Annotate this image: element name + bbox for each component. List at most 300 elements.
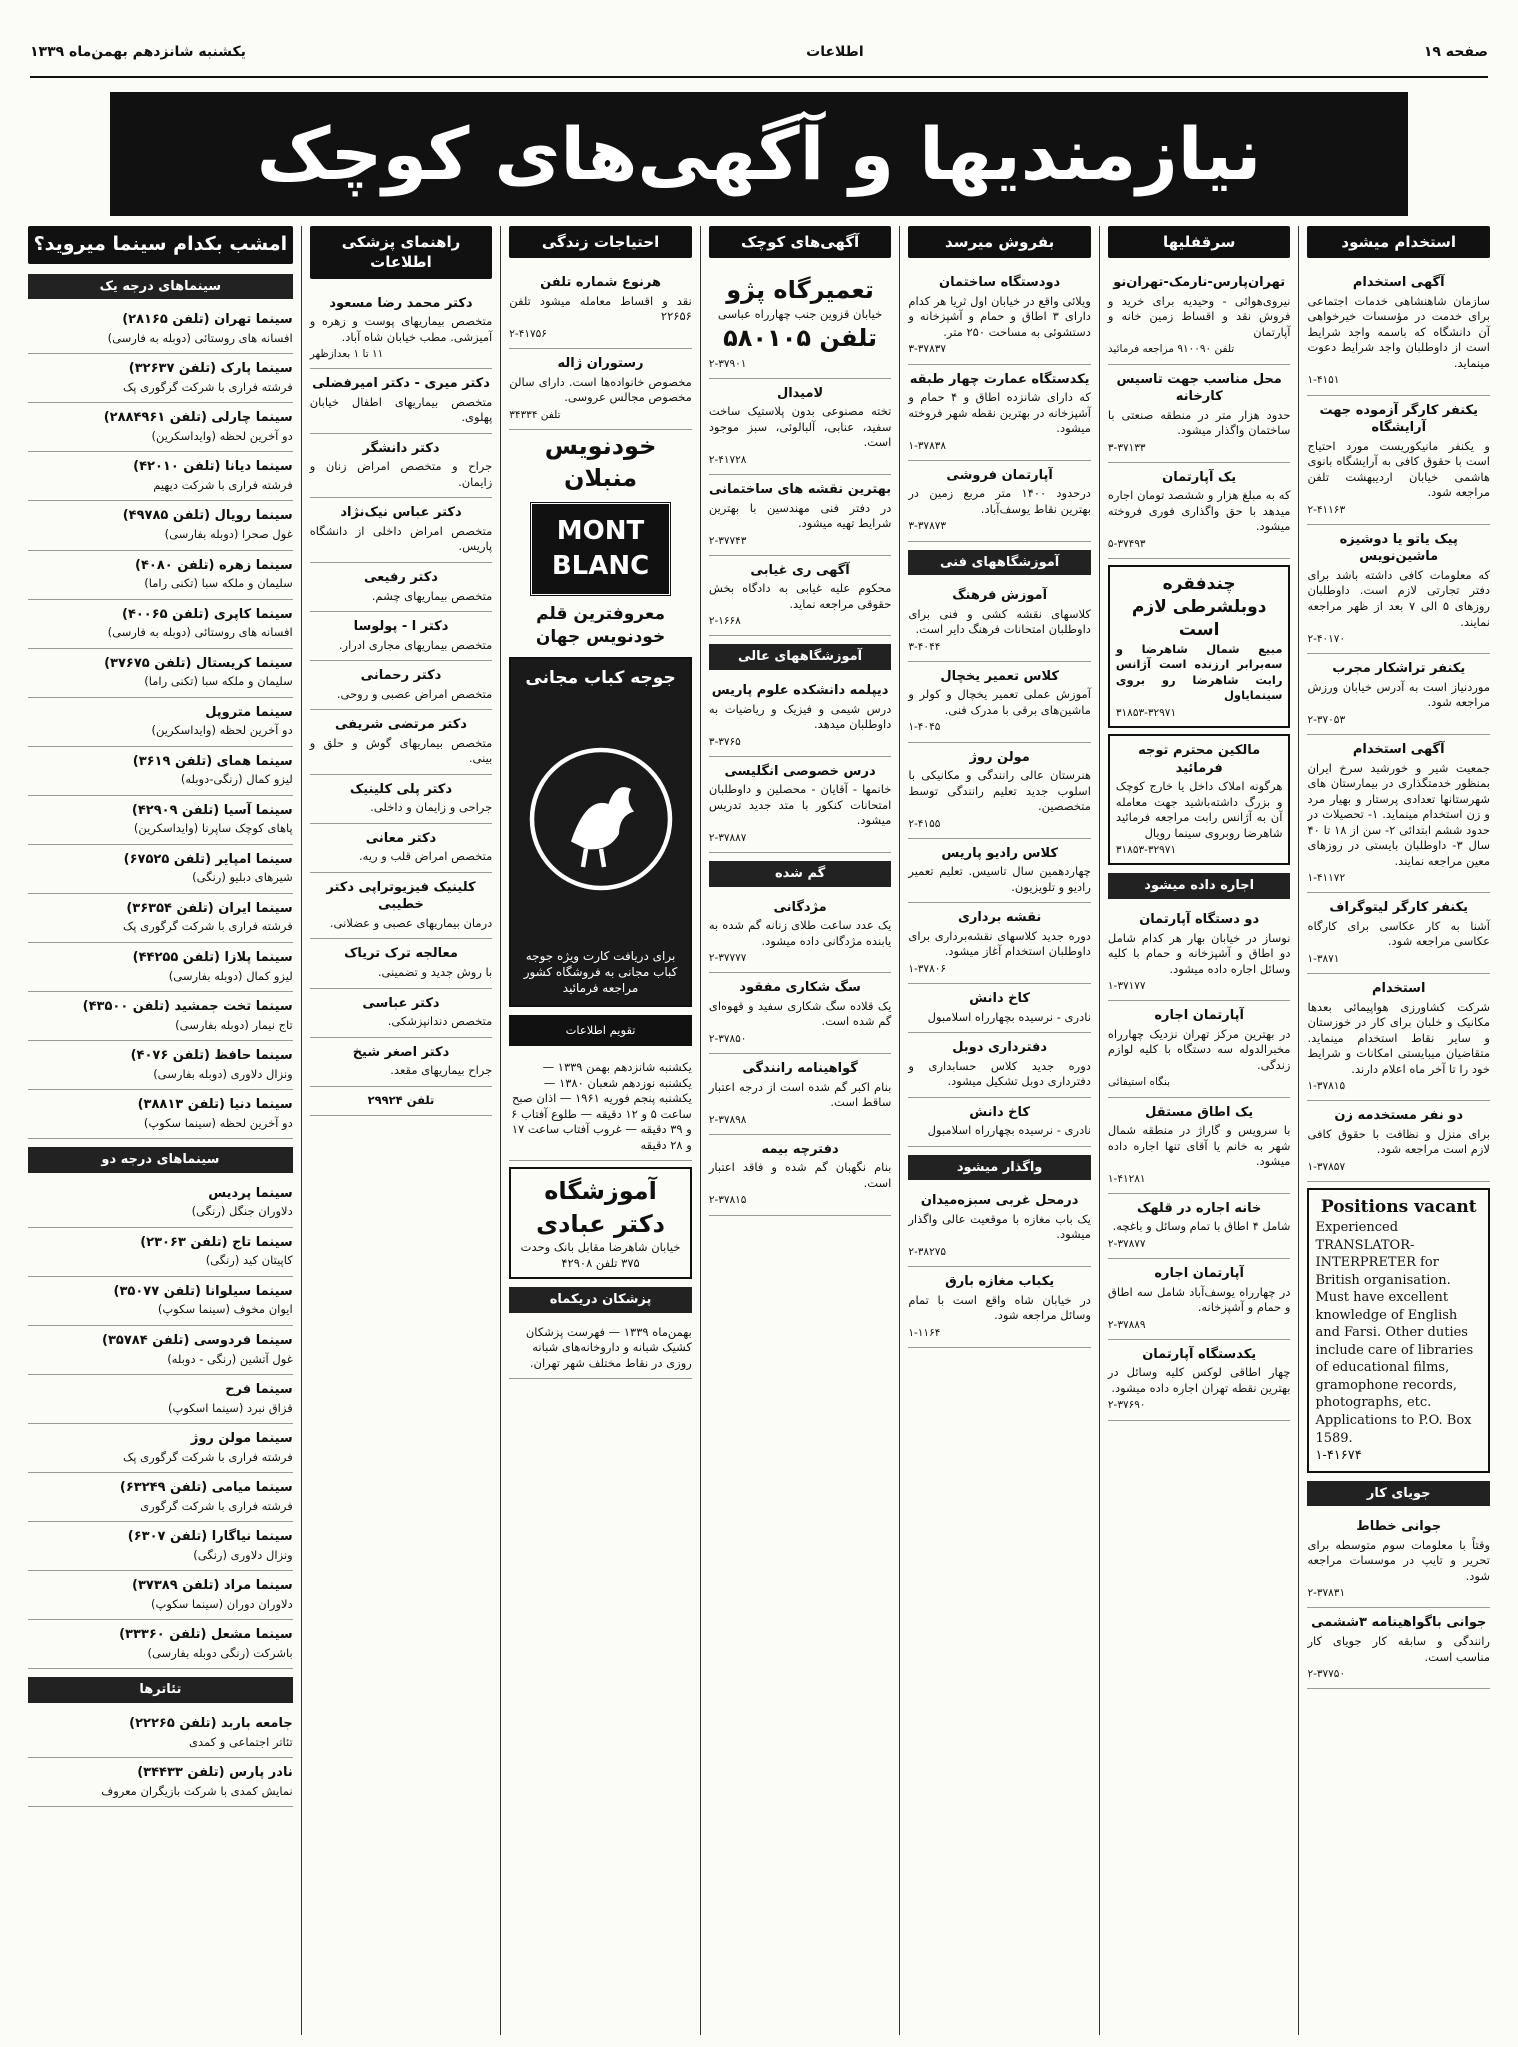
ad-body: فرشته فراری با شرکت دیهیم [153, 477, 293, 492]
ad-title: سینما میامی (تلفن ۶۳۲۴۹) [119, 1480, 293, 1496]
ad-body: کلاسهای نقشه کشی و فنی برای داوطلبان امتحانات فرهنگ دایر است. [908, 606, 1091, 637]
ad-item [908, 984, 1091, 1033]
ad-code: تلفن ۳۴۳۳۴ [509, 408, 561, 421]
ad-item [28, 354, 293, 403]
ad-item [28, 501, 293, 550]
ad-code: ۲-۳۸۲۷۵ [908, 1246, 946, 1258]
column-smallads [700, 226, 900, 2035]
lost-title: گم شده [709, 861, 892, 887]
ad-body: دو آخرین لحظه (سینما سکوپ) [143, 1115, 293, 1130]
ad-title: آپارتمان اجاره [1154, 1266, 1245, 1282]
ad-title: کلاس تعمیر یخچال [940, 668, 1059, 684]
ad-title: سینما کریستال (تلفن ۳۷۶۷۵) [104, 655, 293, 671]
ad-body: متخصص بیماریهای اطفال خیابان پهلوی. [309, 394, 493, 425]
ad-body: درس شیمی و فیزیک و ریاضیات به داوطلبان میدهد. [708, 701, 892, 732]
ad-item [310, 989, 493, 1038]
ad-body: در خیابان شاه واقع است با تمام وسائل مراجعه شود. [908, 1292, 1091, 1323]
ad-body: متخصص بیماریهای چشم. [371, 588, 493, 603]
column-medical [301, 226, 501, 2035]
ad-body: نادری - نرسیده بچهارراه اسلامبول [927, 1123, 1091, 1138]
ad-code: ۵-۳۷۴۹۳ [1107, 537, 1146, 550]
ad-item [310, 775, 493, 824]
ad-code: ۱-۴۱۲۸۱ [1107, 1172, 1146, 1185]
ad-body: دلاوران جنگل (رنگی) [191, 1204, 293, 1219]
ad-code: ۳-۳۷۸۳۷ [908, 343, 946, 356]
ad-body: که به مبلغ هزار و ششصد تومان اجاره میدهد با حق واگذاری فوری فروخته میشود. [1107, 488, 1291, 534]
column-cinema [20, 226, 301, 2035]
theatre-title: تئاترها [28, 1677, 293, 1703]
ad-item [28, 1758, 293, 1807]
ad-title: درس خصوصی انگلیسی [724, 763, 876, 779]
ad-title: دو دستگاه آپارتمان [1139, 912, 1260, 927]
ad-body: سلیمان و ملکه سبا (تکنی راما) [144, 674, 293, 689]
ad-code: ۱-۱۱۶۴ [908, 1326, 941, 1339]
ad-item [28, 845, 293, 894]
ad-item [908, 839, 1091, 904]
ad-item [310, 939, 493, 988]
ad-title: سینما رویال (تلفن ۴۹۷۸۵) [122, 508, 293, 524]
ad-item [28, 943, 293, 992]
ad-item [709, 973, 892, 1054]
ad-body: در بهترین مرکز تهران نزدیک چهارراه مخبرالدوله سه دستگاه با کلیه لوازم زندگی. [1107, 1026, 1291, 1072]
column-buysell [899, 226, 1099, 2035]
ad-body: نمایش کمدی با شرکت بازیگران معروف [101, 1783, 293, 1798]
ad-item [908, 461, 1091, 542]
higher-school-ads [709, 676, 892, 853]
ad-code: ۳-۳۷۱۳۳ [1107, 441, 1146, 454]
first-class-cinemas [28, 305, 293, 1139]
ad-title: درمحل غربی سبزه‌میدان [920, 1193, 1079, 1209]
ad-body: بنام اکبر گم شده است از درجه اعتبار ساقط است. [708, 1079, 892, 1110]
ad-body: فرشته فراری با شرکت گرگوری پک [122, 379, 293, 394]
ad-item [310, 1038, 493, 1087]
ad-body: شیرهای دبلیو (رنگی) [192, 870, 293, 885]
ad-item [709, 556, 892, 637]
ad-title: هرنوع شماره تلفن [540, 275, 661, 291]
ad-title: دکتر ا - پولوسا [353, 619, 449, 635]
newspaper-name: اطلاعات [806, 44, 864, 60]
ad-title: یکدستگاه آپارتمان [1142, 1346, 1257, 1362]
ad-title: سینما پردیس [208, 1185, 293, 1201]
ad-title: سینما همای (تلفن ۳۶۱۹) [132, 753, 293, 769]
ad-title: دفترداری دوبل [952, 1040, 1048, 1056]
ad-body: متخصص بیماریهای گوش و حلق و بینی. [309, 735, 493, 766]
ad-item [1108, 463, 1291, 559]
ad-body: لیزو کمال (دوبله بفارسی) [168, 968, 293, 983]
ad-body: با سرویس و گاراژ در منطقه شمال شهر به خانم یا آقای تنها اجاره داده میشود. [1107, 1123, 1291, 1169]
ad-item [310, 661, 493, 710]
ad-columns [20, 226, 1498, 2035]
ad-item [28, 1424, 293, 1473]
theatre-list [28, 1709, 293, 1807]
ad-code: تلفن ۹۱۰۰۹۰ مراجعه فرمائید [1107, 343, 1235, 356]
ad-item [1307, 893, 1490, 974]
ad-code: ۱۱ تا ۱ بعدازظهر [309, 348, 384, 361]
ad-title: سینما تهران (تلفن ۲۸۱۶۵) [122, 312, 293, 328]
pharmacy-text: بهمن‌ماه ۱۳۳۹ — فهرست پزشکان کشیک شبانه و داروخانه‌های شبانه روزی در نقاط مختلف شهر تهران. [509, 1319, 692, 1380]
ad-title: مژدگانی [773, 899, 827, 915]
column-title: استخدام میشود [1307, 226, 1490, 258]
ad-item [28, 796, 293, 845]
ad-item [28, 747, 293, 796]
rooster-emblem-icon [526, 744, 676, 894]
ad-item [908, 743, 1091, 839]
ad-item [28, 698, 293, 747]
ad-title: یکباب مغازه بارق [945, 1274, 1055, 1290]
ad-body: سازمان شاهنشاهی خدمات اجتماعی برای خدمت در مؤسسات خیرخواهی آن دانشگاه که باسمه واجد شرایط است از داوطلبان واجد شرایط دعوت مینماید. [1307, 293, 1490, 370]
ad-title: سینما حافظ (تلفن ۴۰۷۶) [130, 1048, 293, 1064]
ad-item [310, 710, 493, 775]
ad-title: سینما فرح [225, 1382, 293, 1398]
ad-item [310, 434, 493, 499]
lost-ads [709, 893, 892, 1216]
ad-body: موردنیاز است به آدرس خیابان ورزش مراجعه شود. [1307, 679, 1490, 710]
ad-code: ۱-۴۱۵۱ [1307, 374, 1340, 387]
ad-title: تهران‌پارس-نارمک-تهران‌نو [1113, 275, 1286, 291]
ad-title: سینما متروپل [205, 704, 293, 720]
montblanc-ad [509, 430, 692, 649]
ad-item [1108, 1001, 1291, 1097]
ad-body: دوره جدید کلاس حسابداری و دفترداری دوبل تشکیل میشود. [908, 1058, 1091, 1089]
ad-title: نقشه برداری [957, 910, 1042, 926]
ad-body: کاپیتان کید (رنگی) [205, 1253, 293, 1268]
ad-body: پاهای کوچک ساپرنا (وایداسکرین) [133, 821, 293, 836]
ad-item [310, 824, 493, 873]
ad-body: دوره جدید کلاسهای نقشه‌برداری برای داوطلبان استخدام آغاز میشود. [908, 928, 1091, 959]
ad-title: سینما ایران (تلفن ۳۶۳۵۴) [126, 900, 293, 916]
ad-code: ۲-۴۱۷۲۸ [708, 453, 747, 466]
ad-body: نقد و اقساط معامله میشود تلفن ۲۲۶۵۶ [509, 293, 692, 324]
ad-title: دکتر معانی [365, 830, 437, 846]
kabab-ad-title: جوجه کباب مجانی [525, 667, 676, 688]
ad-item [28, 1277, 293, 1326]
ad-body: سلیمان و ملکه سبا (تکنی راما) [144, 576, 293, 591]
ad-item [28, 1326, 293, 1375]
doctor-abadi-title: آموزشگاه دکتر عبادی [536, 1177, 665, 1238]
ad-item [28, 403, 293, 452]
ad-title: یک اطاق مستقل [1145, 1104, 1254, 1120]
column-title: بفروش میرسد [908, 226, 1091, 258]
ad-title: آگهی استخدام [1352, 275, 1445, 291]
ad-title: سینما دیانا (تلفن ۴۲۰۱۰) [133, 459, 293, 475]
ad-title: گواهینامه رانندگی [742, 1061, 858, 1077]
notice-ad-body: هرگونه املاک داخل یا خارج کوچک و بزرگ داشته‌باشید جهت معامله آن به آژانس رابت مراجعه فرمائید شاهرضا روبروی سینما رویال [1115, 779, 1283, 840]
doctor-abadi-body: خیابان شاهرضا مقابل بانک وحدت ۳۷۵ تلفن ۴۲۹۰۸ [520, 1239, 681, 1270]
ad-title: بهترین نقشه های ساختمانی [709, 481, 892, 497]
ad-item [310, 563, 493, 612]
calendar-text: یکشنبه شانزدهم بهمن ۱۳۳۹ — یکشنبه نوزدهم شعبان ۱۳۸۰ — یکشنبه پنجم فوریه ۱۹۶۱ — اذان صبح ساعت ۵ و ۱۲ دقیقه — طلوع آفتاب ۶ و ۳۹ دقیقه — غروب آفتاب ساعت ۱۷ و ۲۸ دقیقه [509, 1054, 692, 1161]
notice-ad-title: مالکین محترم توجه فرمائید [1138, 743, 1261, 776]
ad-item [908, 581, 1091, 662]
ad-body: ونزال دلاوری (دوبله بفارسی) [153, 1066, 293, 1081]
ad-body: تئاتر اجتماعی و کمدی [188, 1734, 293, 1749]
ad-body: شامل ۴ اطاق با تمام وسائل و باغچه. [1112, 1219, 1291, 1234]
ad-code: ۲-۳۷۷۷۷ [708, 952, 747, 965]
ad-code: ۱-۳۷۸۰۶ [908, 963, 946, 975]
ad-item [908, 662, 1091, 743]
second-class-cinemas [28, 1179, 293, 1670]
ad-body: محکوم علیه غیابی به دادگاه بخش حقوقی مراجعه نماید. [708, 581, 892, 611]
ad-code: ۲-۳۷۰۵۳ [1307, 713, 1346, 726]
ad-body: افسانه های روستائی (دوبله به فارسی) [107, 330, 293, 345]
ad-body: چهار اطاقی لوکس کلیه وسائل در بهترین نقطه تهران اجاره داده میشود. [1107, 1365, 1291, 1395]
ad-body: جراح بیماریهای مقعد. [390, 1063, 493, 1078]
ad-body: جراح و متخصص امراض زنان و زایمان. [309, 459, 493, 489]
doctor-abadi-ad [509, 1167, 692, 1279]
ad-title: کلاس رادیو پاریس [941, 845, 1058, 861]
ad-body: نادری - نرسیده بچهارراه اسلامبول [927, 1009, 1091, 1024]
ad-title: دکتر عباس نیک‌نژاد [340, 505, 462, 521]
jobseek-title: جویای کار [1307, 1481, 1490, 1507]
ad-title: آپارتمان اجاره [1154, 1008, 1245, 1024]
ad-body: ونزال دلاوری (رنگی) [193, 1547, 293, 1562]
ad-body: آموزش عملی تعمیر یخچال و کولر و ماشین‌های برقی با مدرک فنی. [908, 687, 1091, 717]
ad-code: ۱-۳۷۸۱۵ [1307, 1080, 1346, 1093]
highlight-ad-title: چندفقره دو‌بلشرطی لازم است [1131, 574, 1267, 640]
ad-body: فرشته فراری با شرکت گرگوری [140, 1498, 293, 1513]
ad-title: سینما تاج (تلفن ۲۳۰۶۳) [140, 1234, 293, 1250]
small-ads [709, 379, 892, 637]
ad-body: شرکت کشاورزی هواپیمائی بعدها مکانیک و خلبان برای کار در خوزستان و سایر نقاط استخدام مینماید. متقاضیان میبایستی امکانات و شرایط خود را تا آخر ماه اعلام دارند. [1307, 999, 1490, 1076]
ad-body: افسانه های روستائی (دوبله به فارسی) [107, 625, 293, 640]
ad-item [28, 1473, 293, 1522]
ad-item [28, 551, 293, 600]
ad-title: رستوران ژاله [557, 356, 644, 371]
ad-title: آگهی ری غیابی [750, 562, 850, 578]
ad-body: متخصص دندانپزشکی. [387, 1014, 493, 1029]
ad-item [28, 600, 293, 649]
ad-item [28, 1090, 293, 1139]
ad-item [1108, 1194, 1291, 1259]
ad-code: ۳-۳۷۶۵ [708, 735, 741, 748]
ad-item [1307, 1101, 1490, 1182]
ad-title: آپارتمان فروشی [946, 467, 1053, 483]
peugeot-ad-address: خیابان قزوین جنب چهارراه عباسی [717, 306, 883, 321]
kabab-ad [509, 657, 692, 1007]
ad-title: دکتر مرتضی شریفی [335, 717, 467, 733]
ad-title: آموزش فرهنگ [952, 588, 1048, 604]
ad-code: ۲-۳۷۸۵۰ [708, 1032, 747, 1045]
ad-title: سینما فردوسی (تلفن ۳۵۷۸۴) [102, 1332, 293, 1348]
ad-code: ۲-۳۷۸۸۷ [708, 831, 747, 844]
ad-body: متخصص بیماریهای پوست و زهره و آمیزشی. مطب خیابان شاه آباد. [309, 314, 493, 344]
ad-item [709, 893, 892, 974]
ad-title: استخدام [1372, 981, 1426, 997]
ad-item [1108, 1259, 1291, 1340]
ad-item [908, 1186, 1091, 1267]
ad-title: سینما کاپری (تلفن ۴۰۰۶۵) [121, 606, 293, 622]
ad-body: تخته مصنوعی بدون پلاستیک ساخت سفید، عنابی، آلبالوئی، سبز موجود است. [708, 404, 892, 450]
ad-title: یکنفر کارگر لیتوگراف [1329, 900, 1469, 916]
transfer-ads [908, 1186, 1091, 1348]
ad-title: دودستگاه ساختمان [939, 275, 1061, 291]
ad-body: آشنا به کار عکاسی برای کارگاه عکاسی مراجعه شود. [1307, 918, 1490, 949]
issue-date: یکشنبه شانزدهم بهمن‌ماه ۱۳۳۹ [30, 44, 246, 60]
ad-title: دکتر عباسی [362, 995, 440, 1011]
ad-body: مخصوص خانواده‌ها است. دارای سالن مخصوص مجالس عروسی. [509, 374, 692, 405]
ad-item [310, 369, 493, 434]
english-ad [1307, 1188, 1490, 1473]
ad-body: جمعیت شیر و خورشید سرخ ایران بمنظور خدمتگذاری در بیمارستان های شهرستانها تعدادی پرستار و بهیار مرد و زن استخدام مینماید. ۱- تحصیلات در حدود ششم ابتدائی ۲- سن از ۱۸ تا ۴۰ سال ۳- داوطلبان بایستی در روزهای معین مراجعه نمایند. [1307, 760, 1491, 868]
ad-title: معالجه ترک تریاک [344, 946, 458, 962]
ad-code: ۲-۱۶۶۸ [708, 615, 741, 628]
ad-title: یکنفر تراشکار مجرب [1332, 661, 1466, 677]
calendar-title: تقویم اطلاعات [509, 1015, 692, 1047]
ad-body: در دفتر فنی مهندسین با بهترین شرایط تهیه میشود. [708, 500, 892, 531]
ad-title: دکتر اصغر شیخ [352, 1044, 450, 1060]
peugeot-ad-phone: تلفن ۵۸۰۱۰۵ [723, 324, 878, 353]
ad-code: ۱-۳۷۱۷۷ [1107, 980, 1146, 993]
schools-title: آموزشگاههای فنی [908, 550, 1091, 576]
column-needs [500, 226, 700, 2035]
ad-item [1307, 396, 1490, 525]
ad-item [709, 757, 892, 853]
ad-item [28, 649, 293, 698]
column-title: راهنمای پزشکی اطلاعات [310, 226, 493, 279]
ad-body: دو آخرین لحظه (وایداسکرین) [151, 723, 293, 738]
classifieds-banner: نیازمندیها و آگهی‌های کوچک [110, 92, 1408, 216]
ad-body: غول صحرا (دوبله بفارسی) [164, 526, 293, 541]
ad-item [28, 1522, 293, 1571]
ad-body: متخصص بیماریهای مجاری ادرار. [338, 637, 493, 652]
ad-title: آگهی استخدام [1352, 741, 1445, 757]
peugeot-ad-code: ۲-۳۷۹۰۱ [708, 357, 747, 370]
ad-item [28, 1041, 293, 1090]
ad-code: ۲-۳۷۸۸۹ [1107, 1318, 1146, 1331]
ad-title: سینما آسیا (تلفن ۴۲۹۰۹) [131, 802, 293, 818]
second-class-title: سینماهای درجه دو [28, 1147, 293, 1173]
ad-item [709, 1054, 892, 1135]
ad-title: دکتر میری - دکتر امیرفضلی [312, 376, 490, 392]
ad-item [310, 498, 493, 563]
transfer-title: واگذار میشود [908, 1155, 1091, 1181]
ad-body: و یکنفر مانیکوریست مورد احتیاج است با حقوق کافی به آرایشگاه بانوی هاشمی خیابان اردیبهشت تلفن مراجعه شود. [1307, 438, 1490, 500]
ad-body: دلاوران دوران (سینما سکوپ) [151, 1596, 293, 1611]
ad-title: نادر پارس (تلفن ۳۴۴۳۳) [137, 1765, 293, 1781]
ad-title: یک آپارتمان [1162, 469, 1237, 485]
ad-item [28, 1179, 293, 1228]
ad-title: دیپلمه دانشکده علوم پاریس [711, 683, 889, 699]
first-class-title: سینماهای درجه یک [28, 274, 293, 300]
page-number: صفحه ۱۹ [1423, 44, 1488, 60]
ad-item [28, 1709, 293, 1758]
ad-title: محل مناسب جهت تاسیس کارخانه [1116, 371, 1282, 405]
ad-body: نوساز در خیابان بهار هر کدام شامل دو اطاق و آشپزخانه و حمام با کلیه وسائل اجاره داده میشود. [1107, 930, 1291, 976]
ad-item [310, 612, 493, 661]
english-ad-body: Experienced TRANSLATOR-INTERPRETER for British organisation. Must have excellent knowledge of English and Farsi. Other duties include care of libraries of educational films, gramophone records, photographs, etc. Applications to P.O. Box 1589. [1315, 1220, 1474, 1446]
ad-item [28, 1571, 293, 1620]
business-ads [1108, 268, 1291, 559]
ad-title: سینما مشعل (تلفن ۳۳۳۶۰) [119, 1627, 293, 1643]
ad-title: یکدستگاه عمارت چهار طبقه [909, 371, 1090, 387]
ad-body: که معلومات کافی داشته باشد برای دفتر تجارتی لازم است. داوطلبان روزهای ۵ الی ۷ بعد از ظهر مراجعه نمایند. [1307, 567, 1490, 629]
ad-item [1307, 525, 1490, 654]
ad-body: جراحی و زایمان و داخلی. [370, 800, 493, 815]
buysell-ads [908, 268, 1091, 541]
ad-body: برای منزل و نظافت با حقوق کافی لازم است مراجعه شود. [1307, 1126, 1490, 1157]
needs-ads [509, 268, 692, 430]
ad-item [908, 1033, 1091, 1098]
ad-title: مولن روژ [969, 749, 1030, 765]
ad-code: ۲-۳۷۸۹۸ [708, 1113, 747, 1126]
higher-schools-title: آموزشگاههای عالی [709, 644, 892, 670]
highlight-ad-body: مبیع شمال شاهرضا و سه‌برابر ارزنده است آژانس رابت شاهرضا رو بروی سینمایاول [1115, 641, 1283, 703]
ad-code: ۳-۴۰۴۴ [908, 640, 941, 653]
ad-item [709, 676, 892, 757]
ad-item [1307, 735, 1490, 893]
ad-item [709, 379, 892, 475]
ad-title: پیک یاتو یا دوشیزه ماشین‌نویس [1339, 531, 1458, 565]
school-ads [908, 581, 1091, 1147]
ad-item [1307, 1512, 1490, 1608]
ad-item [28, 894, 293, 943]
ad-code: ۲-۳۷۸۷۷ [1107, 1237, 1146, 1250]
peugeot-ad [709, 268, 892, 378]
ad-item [1108, 268, 1291, 364]
ad-body: یک قلاده سگ شکاری سفید و قهوه‌ای گم شده است. [708, 998, 892, 1029]
peugeot-ad-title: تعمیرگاه پژو [726, 276, 874, 305]
ad-body: خانمها - آقایان - محصلین و داوطلبان امتحانات کنکور با متد جدید تدریس میشود. [708, 782, 892, 828]
ad-body: چهاردهمین سال تاسیس. تعلیم تعمیر رادیو و تلویزیون. [908, 864, 1091, 894]
ad-title: سینما چارلی (تلفن ۲۸۸۴۹۶۱) [103, 410, 293, 426]
ad-title: کاخ دانش [969, 991, 1030, 1007]
ad-item [1307, 654, 1490, 735]
ad-item [908, 268, 1091, 364]
ad-body: قزاق نبرد (سینما اسکوپ) [168, 1400, 293, 1415]
ad-body: متخصص امراض عصبی و روحی. [336, 686, 493, 701]
montblanc-logo: MONT BLANC [529, 501, 672, 597]
ad-code: ۳-۳۷۸۷۳ [908, 520, 946, 533]
ad-title: خانه اجاره در قلهک [1137, 1200, 1262, 1216]
english-ad-title: Positions vacant [1320, 1197, 1477, 1218]
ad-body: فرشته فراری با شرکت گرگوری پک [122, 1449, 293, 1464]
ad-body: متخصص امراض داخلی از دانشگاه پاریس. [309, 523, 493, 554]
ad-code: ۲-۴۱۵۵ [908, 817, 941, 830]
ad-title: جوانی خطاط [1356, 1519, 1442, 1535]
ad-item [310, 289, 493, 370]
ad-item [509, 268, 692, 349]
ad-item [28, 452, 293, 501]
highlight-ad-code: ۳۱۸۵۳-۳۲۹۷۱ [1115, 706, 1177, 719]
ad-item [1307, 1608, 1490, 1689]
ad-item [1108, 365, 1291, 463]
rent-ads [1108, 905, 1291, 1421]
ad-title: دکتر محمد رضا مسعود [329, 295, 473, 311]
ad-item [28, 1228, 293, 1277]
ad-body: لیزو کمال (رنگی-دوبله) [180, 772, 293, 787]
ad-item [28, 1375, 293, 1424]
ad-item [908, 903, 1091, 984]
ad-title: سینما تخت جمشید (تلفن ۴۳۵۰۰) [82, 999, 293, 1015]
ad-title: سینما زهره (تلفن ۴۰۸۰) [135, 557, 293, 573]
employment-ads [1307, 268, 1490, 1182]
ad-code: ۲-۳۷۷۵۰ [1307, 1668, 1346, 1681]
ad-body: با روش جدید و تضمینی. [377, 965, 493, 980]
column-business [1099, 226, 1299, 2035]
ad-body: درحدود ۱۴۰۰ متر مربع زمین در بهترین نقاط یوسف‌آباد. [908, 486, 1091, 516]
ad-title: سینما پلازا (تلفن ۴۴۲۵۵) [132, 950, 293, 965]
ad-title: کلینیک فیزیوتراپی دکتر خطیبی [326, 879, 476, 913]
ad-title: دکتر پلی کلینیک [349, 781, 453, 797]
jobseek-ads [1307, 1512, 1490, 1689]
ad-body: نیروی‌هوائی - وحیدیه برای خرید و فروش نقد و اقساط زمین خانه و آپارتمان [1107, 293, 1291, 339]
ad-item [28, 1620, 293, 1669]
ad-code: ۲-۳۷۶۹۰ [1107, 1399, 1146, 1412]
ad-code: ۱-۳۷۸۵۷ [1307, 1160, 1346, 1173]
ad-item [1108, 1098, 1291, 1194]
ad-body: متخصص امراض قلب و ریه. [359, 849, 493, 864]
ad-title: دفترچه بیمه [761, 1141, 839, 1157]
